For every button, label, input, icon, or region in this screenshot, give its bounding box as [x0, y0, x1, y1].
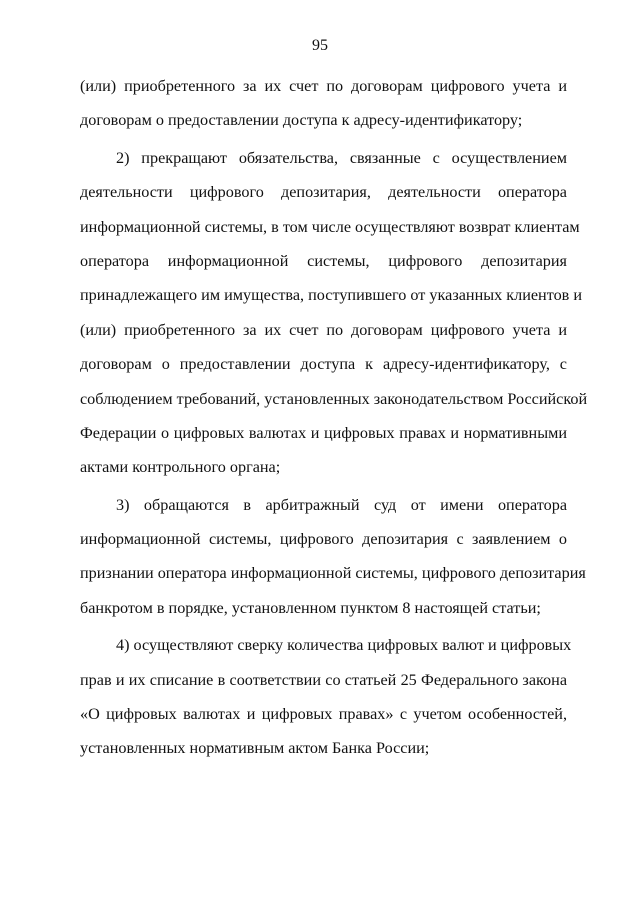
text-line: оператора информационной системы, цифрового депозитария — [80, 251, 567, 270]
text-line: «О цифровых валютах и цифровых правах» с учетом особенностей, — [80, 705, 567, 724]
text-line: 2) прекращают обязательства, связанные с осуществлением — [116, 148, 567, 167]
page-number: 95 — [312, 37, 328, 54]
text-line: (или) приобретенного за их счет по договорам цифрового учета и — [80, 320, 567, 339]
text-line: (или) приобретенного за их счет по договорам цифрового учета и — [80, 77, 567, 95]
text-line: актами контрольного органа; — [80, 458, 281, 477]
text-line: 3) обращаются в арбитражный суд от имени оператора — [116, 495, 567, 514]
paragraph-item-2 — [80, 147, 588, 491]
text-line: признании оператора информационной системы, цифрового депозитария — [80, 564, 586, 583]
paragraph-item-4 — [80, 634, 572, 772]
text-line: соблюдением требований, установленных законодательством Российской — [80, 389, 588, 408]
text-line: прав и их списание в соответствии со статьей 25 Федерального закона — [80, 670, 567, 689]
text-line: установленных нормативным актом Банка России; — [80, 739, 430, 758]
text-line: принадлежащего им имущества, поступившего от указанных клиентов и — [80, 286, 583, 305]
document-body — [80, 75, 588, 772]
text-line: деятельности цифрового депозитария, деятельности оператора — [80, 183, 567, 202]
paragraph-item-3 — [80, 494, 586, 632]
text-line: договорам о предоставлении доступа к адресу-идентификатору, с — [80, 355, 567, 374]
text-line: информационной системы, в том числе осуществляют возврат клиентам — [80, 217, 580, 236]
text-line: 4) осуществляют сверку количества цифровых валют и цифровых — [116, 636, 572, 655]
text-line: договорам о предоставлении доступа к адресу-идентификатору; — [80, 111, 523, 130]
paragraph-continuation — [80, 75, 567, 144]
text-line: Федерации о цифровых валютах и цифровых правах и нормативными — [80, 423, 567, 442]
text-line: банкротом в порядке, установленном пунктом 8 настоящей статьи; — [80, 598, 541, 617]
text-line: информационной системы, цифрового депозитария с заявлением о — [80, 530, 567, 549]
